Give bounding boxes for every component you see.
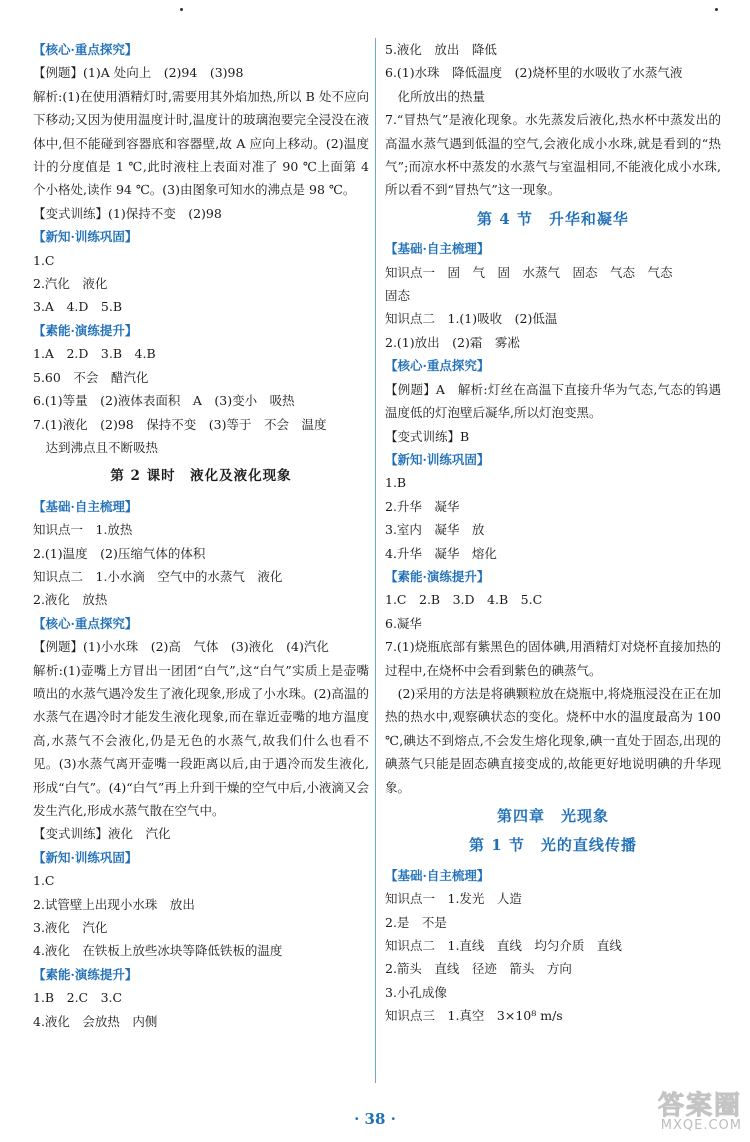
- answer-paragraph: 7.“冒热气”是液化现象。水先蒸发后液化,热水杯中蒸发出的高温水蒸气遇到低温的空气,会液化成小水珠,就是看到的“热气”;而凉水杯中蒸发的水蒸气与室温相同,不能液化成小水珠,所以看不到“冒热气”这一现象。: [385, 112, 721, 198]
- answer-line: 1.B 2.C 3.C: [33, 990, 123, 1006]
- section-heading: 【新知·训练巩固】: [33, 849, 138, 865]
- answer-line: 知识点二 1.小水滴 空气中的水蒸气 液化: [33, 568, 283, 584]
- answer-line: 知识点三 1.真空 3×10⁸ m/s: [385, 1008, 563, 1024]
- scan-mark: [715, 8, 718, 11]
- answer-line: 4.液化 会放热 内侧: [33, 1013, 158, 1029]
- answer-line: 知识点一 固 气 固 水蒸气 固态 气态 气态: [385, 264, 673, 280]
- watermark-logo: [658, 1085, 742, 1133]
- answer-line: 6.(1)等量 (2)液体表面积 A (3)变小 吸热: [33, 393, 295, 409]
- answer-line: 3.室内 凝华 放: [385, 522, 485, 538]
- answer-line: 5.液化 放出 降低: [385, 42, 497, 57]
- answer-line: 达到沸点且不断吸热: [33, 439, 159, 455]
- answer-line: 3.液化 汽化: [33, 920, 108, 936]
- answer-line: 3.A 4.D 5.B: [33, 299, 123, 315]
- answer-line: 2.是 不是: [385, 914, 447, 930]
- answer-line: 知识点一 1.放热: [33, 522, 133, 538]
- answer-line: 2.(1)放出 (2)霜 雾凇: [385, 334, 520, 350]
- answer-line: 2.液化 放热: [33, 592, 108, 608]
- section-heading: 【新知·训练巩固】: [385, 451, 490, 467]
- chapter-title: 第 1 节 光的直线传播: [469, 836, 637, 855]
- column-divider: [375, 38, 376, 1083]
- chapter-title: 第四章 光现象: [496, 807, 609, 825]
- answer-paragraph: 解析:(1)壶嘴上方冒出一团团“白气”,这“白气”实质上是壶嘴喷出的水蒸气遇冷发生了液化现象,形成了小水珠。(2)高温的水蒸气在遇冷时才能发生液化现象,而在靠近壶嘴的地方温度高,水蒸气不会液化,仍是无色的水蒸气,故我们什么也看不见。(3)水蒸气离开壶嘴一段距离以后,由于遇冷而发生液化,形成“白气”。(4)“白气”再上升到干燥的空气中后,小液滴又会发生汽化,形成水蒸气散在空气中。: [33, 662, 369, 818]
- answer-line: 化所放出的热量: [385, 88, 486, 104]
- watermark-cn: 答案圈: [657, 1091, 742, 1121]
- answer-line: 1.A 2.D 3.B 4.B: [33, 346, 156, 362]
- answer-line: 【例题】(1)小水珠 (2)高 气体 (3)液化 (4)汽化: [33, 639, 329, 655]
- answer-paragraph: 解析:(1)在使用酒精灯时,需要用其外焰加热,所以 B 处不应向下移动;又因为使用温度计时,温度计的玻璃泡要完全浸没在液体中,但不能碰到容器底和容器壁,故 A 应向上移动。(2)温度计的分度值是 1 ℃,此时液柱上表面对准了 90 ℃上面第 4 个小格处,读作 94 ℃。(3)由图象可知水的沸点是 98 ℃。: [33, 88, 369, 198]
- answer-line: 1.C 2.B 3.D 4.B 5.C: [385, 592, 543, 608]
- answer-line: 4.液化 在铁板上放些冰块等降低铁板的温度: [33, 943, 283, 959]
- section-heading: 【新知·训练巩固】: [33, 229, 138, 245]
- section-heading: 【基础·自主梳理】: [385, 867, 490, 883]
- answer-line: 2.箭头 直线 径迹 箭头 方向: [385, 961, 572, 977]
- answer-line: 2.升华 凝华: [385, 498, 460, 514]
- answer-paragraph: 7.(1)烧瓶底部有紫黑色的固体碘,用酒精灯对烧杯直接加热的过程中,在烧杯中会看到紫色的碘蒸气。: [385, 639, 721, 678]
- section-heading: 【核心·重点探究】: [385, 358, 490, 374]
- page-number: · 38 ·: [354, 1110, 396, 1128]
- right-column: [385, 38, 721, 1028]
- section-heading: 【核心·重点探究】: [33, 42, 138, 57]
- section-heading: 【核心·重点探究】: [33, 615, 138, 631]
- answer-line: 2.汽化 液化: [33, 276, 108, 292]
- section-heading: 【素能·演练提升】: [33, 322, 138, 338]
- answer-line: 知识点一 1.发光 人造: [385, 891, 522, 907]
- watermark-en: MXQE.COM: [660, 1118, 742, 1133]
- answer-paragraph: 【例题】A 解析:灯丝在高温下直接升华为气态,气态的钨遇温度低的灯泡壁后凝华,所以灯泡变黑。: [385, 381, 721, 421]
- chapter-title: 第 4 节 升华和凝华: [477, 209, 629, 228]
- answer-line: 4.升华 凝华 熔化: [385, 545, 497, 561]
- answer-line: 固态: [385, 288, 411, 304]
- answer-line: 【变式训练】(1)保持不变 (2)98: [33, 205, 222, 221]
- answer-line: 1.B: [385, 475, 407, 491]
- answer-line: 【例题】(1)A 处向上 (2)94 (3)98: [33, 65, 244, 81]
- scan-mark: [180, 8, 183, 11]
- answer-line: 【变式训练】B: [385, 428, 470, 444]
- section-heading: 【基础·自主梳理】: [385, 241, 490, 257]
- answer-line: 知识点二 1.(1)吸收 (2)低温: [385, 311, 558, 327]
- section-heading: 【基础·自主梳理】: [33, 498, 138, 514]
- answer-line: 7.(1)液化 (2)98 保持不变 (3)等于 不会 温度: [33, 416, 327, 432]
- answer-line: 3.小孔成像: [385, 984, 447, 1000]
- left-column: [33, 38, 369, 1033]
- answer-line: 知识点二 1.直线 直线 均匀介质 直线: [385, 938, 622, 954]
- answer-line: 6.凝华: [385, 615, 422, 631]
- answer-line: 5.60 不会 醋汽化: [33, 369, 149, 385]
- answer-line: 2.(1)温度 (2)压缩气体的体积: [33, 545, 206, 561]
- answer-line: 2.试管壁上出现小水珠 放出: [33, 896, 195, 912]
- section-heading: 【素能·演练提升】: [385, 568, 490, 584]
- answer-line: 6.(1)水珠 降低温度 (2)烧杯里的水吸收了水蒸气液: [385, 65, 683, 81]
- answer-paragraph: (2)采用的方法是将碘颗粒放在烧瓶中,将烧瓶浸没在正在加热的热水中,观察碘状态的变化。烧杯中水的温度最高为 100 ℃,碘达不到熔点,不会发生熔化现象,碘一直处于固态,出现的碘蒸气只能是固态碘直接变成的,故能更好地说明碘的升华现象。: [385, 685, 721, 795]
- lesson-title: 第 2 课时 液化及液化现象: [110, 468, 292, 485]
- answer-line: 1.C: [33, 873, 55, 889]
- answer-line: 1.C: [33, 252, 55, 268]
- section-heading: 【素能·演练提升】: [33, 966, 138, 982]
- answer-line: 【变式训练】液化 汽化: [33, 826, 171, 842]
